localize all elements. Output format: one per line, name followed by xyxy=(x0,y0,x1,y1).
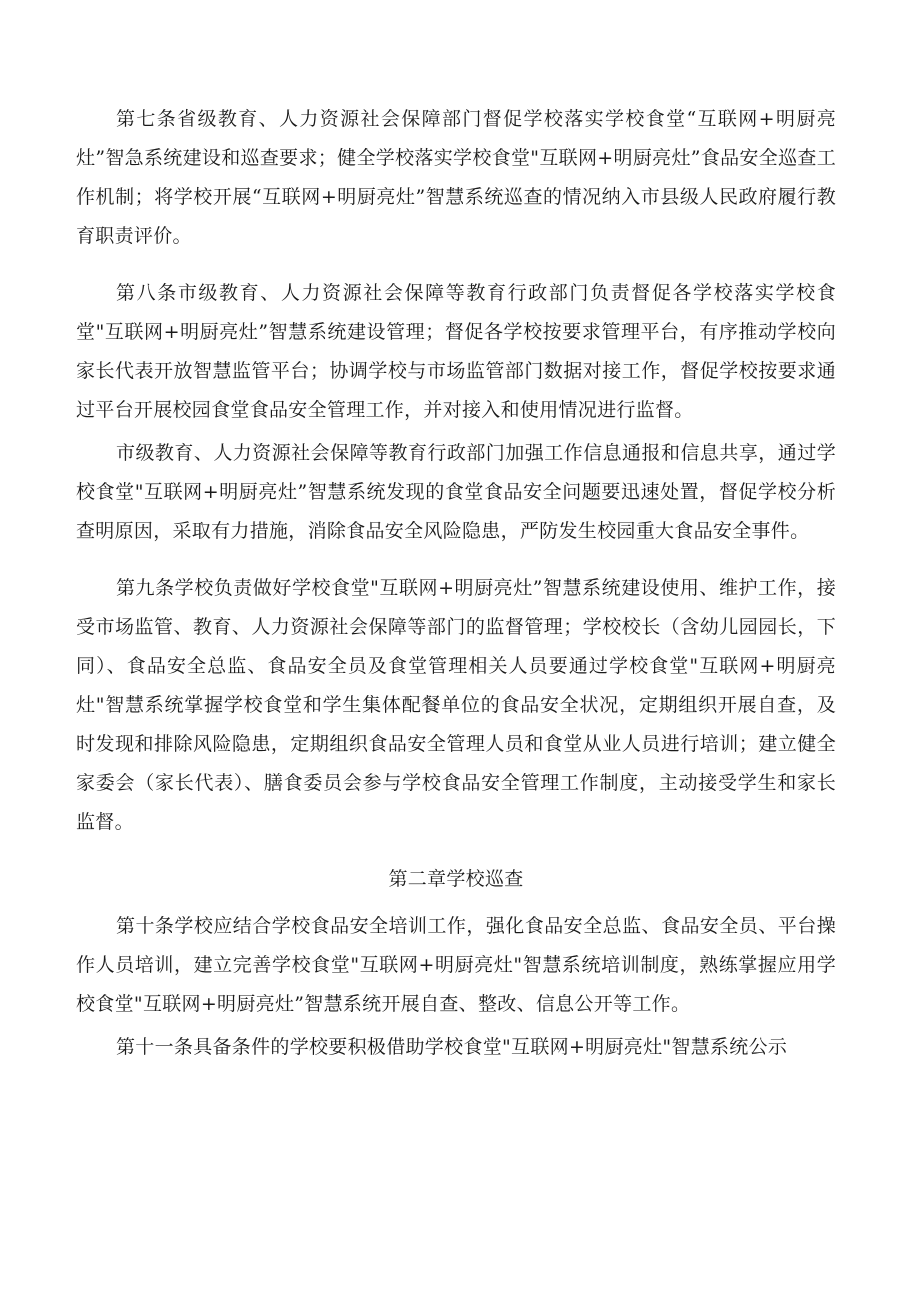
article-8-paragraph xyxy=(76,274,836,430)
document-page xyxy=(76,100,836,1067)
article-number: 第九条 xyxy=(116,577,175,599)
article-text: 市级教育、人力资源社会保障等教育行政部门加强工作信息通报和信息共享，通过学校食堂"互联网+明厨亮灶”智慧系统发现的食堂食品安全问题要迅速处置，督促学校分析查明原因，采取有力措施，消除食品安全风险隐患，严防发生校园重大食品安全事件。 xyxy=(76,442,836,542)
article-text: 学校应结合学校食品安全培训工作，强化食品安全总监、食品安全员、平台操作人员培训，建立完善学校食堂"互联网+明厨亮灶"智慧系统培训制度，熟练掌握应用学校食堂"互联网+明厨亮灶”智慧系统开展自查、整改、信息公开等工作。 xyxy=(76,915,837,1015)
chapter-title: 第二章学校巡查 xyxy=(388,868,524,890)
article-number: 第八条 xyxy=(116,282,178,304)
article-text: 具备条件的学校要积极借助学校食堂"互联网+明厨亮灶"智慧系统公示 xyxy=(193,1036,788,1058)
article-7-paragraph xyxy=(76,100,836,256)
article-10-paragraph xyxy=(76,907,836,1024)
article-text: 市级教育、人力资源社会保障等教育行政部门负责督促各学校落实学校食堂"互联网+明厨亮灶”智慧系统建设管理；督促各学校按要求管理平台，有序推动学校向家长代表开放智慧监管平台；协调学校与市场监管部门数据对接工作，督促学校按要求通过平台开展校园食堂食品安全管理工作，并对接入和使用情况进行监督。 xyxy=(76,282,836,421)
article-text: 学校负责做好学校食堂"互联网+明厨亮灶”智慧系统建设使用、维护工作，接受市场监管、教育、人力资源社会保障等部门的监督管理；学校校长（含幼儿园园长，下同）、食品安全总监、食品安全员及食堂管理相关人员要通过学校食堂"互联网+明厨亮灶"智慧系统掌握学校食堂和学生集体配餐单位的食品安全状况，定期组织开展自查，及时发现和排除风险隐患，定期组织食品安全管理人员和食堂从业人员进行培训；建立健全家委会（家长代表）、膳食委员会参与学校食品安全管理工作制度，主动接受学生和家长监督。 xyxy=(76,577,837,833)
article-number: 第七条 xyxy=(116,108,178,130)
article-number: 第十一条 xyxy=(116,1036,194,1058)
article-text: 省级教育、人力资源社会保障部门督促学校落实学校食堂“互联网+明厨亮灶”智急系统建设和巡查要求；健全学校落实学校食堂"互联网+明厨亮灶”食品安全巡查工作机制；将学校开展“互联网+明厨亮灶”智慧系统巡查的情况纳入市县级人民政府履行教育职责评价。 xyxy=(76,108,836,247)
article-11-paragraph xyxy=(76,1028,836,1067)
article-number: 第十条 xyxy=(116,915,175,937)
article-9-paragraph xyxy=(76,569,836,842)
article-8-continuation-paragraph xyxy=(76,434,836,551)
